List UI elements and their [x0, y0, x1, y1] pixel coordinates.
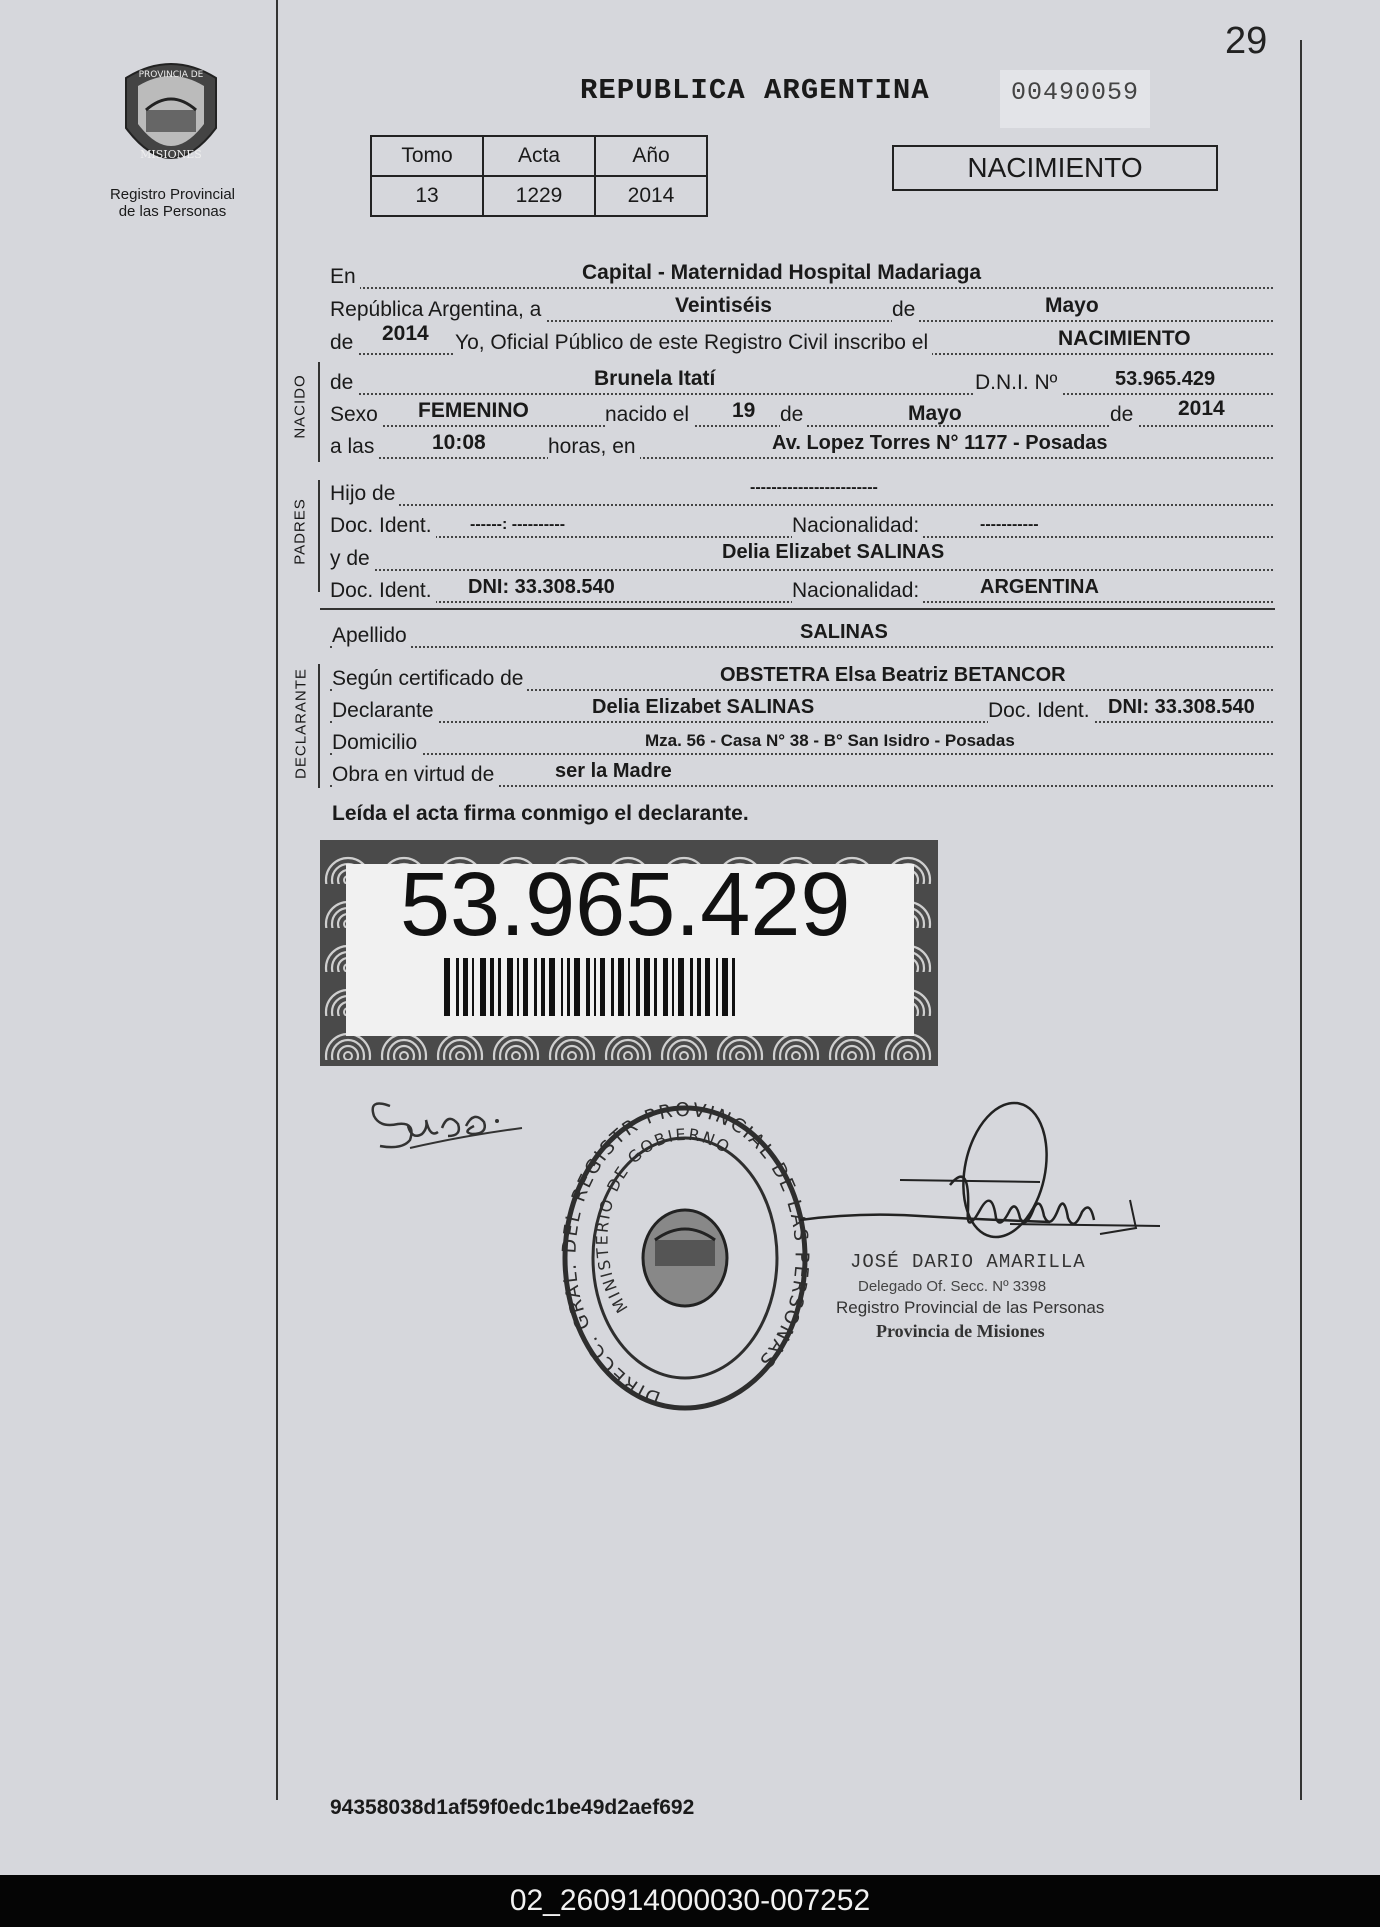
value-obra: ser la Madre: [555, 760, 672, 782]
barcode-bar: [456, 958, 459, 1016]
barcode-bar: [678, 958, 684, 1016]
row-nacido-sex: [330, 396, 1273, 430]
barcode-bar: [594, 958, 596, 1016]
closing-statement: Leída el acta firma conmigo el declarante.: [332, 802, 749, 825]
row-nacido-name: [330, 364, 1273, 398]
value-day-words: Veintiséis: [675, 294, 772, 317]
label-segun: Según certificado de: [332, 667, 527, 691]
barcode-bar: [523, 958, 528, 1016]
label-de-year2: de: [1110, 403, 1137, 427]
value-inscribed: NACIMIENTO: [1058, 327, 1191, 350]
svg-text:MISIONES: MISIONES: [140, 148, 202, 161]
barcode-bar: [549, 958, 555, 1016]
label-nac-mother: Nacionalidad:: [792, 579, 923, 603]
row-date: [330, 291, 1273, 325]
label-republica: República Argentina, a: [330, 298, 545, 322]
section-divider: [320, 608, 1275, 610]
label-en: En: [330, 265, 360, 289]
value-mother-nat: ARGENTINA: [980, 576, 1099, 598]
seal-caption: Registro Provincial de las Personas: [109, 186, 236, 220]
barcode-bar: [636, 958, 640, 1016]
value-apellido: SALINAS: [800, 621, 888, 643]
label-de-year: de: [330, 331, 357, 355]
label-sexo: Sexo: [330, 403, 382, 427]
row-nacido-time: [330, 428, 1273, 462]
value-time: 10:08: [432, 431, 486, 454]
barcode-bar: [567, 958, 570, 1016]
label-doc-father: Doc. Ident.: [330, 514, 436, 538]
page-number: 29: [1225, 20, 1268, 62]
label-domicilio: Domicilio: [332, 731, 421, 755]
row-apellido: [330, 617, 1273, 651]
svg-text:MINISTERIO DE GOBIERNO: MINISTERIO DE GOBIERNO: [592, 1124, 735, 1317]
section-label-nacido: NACIDO: [291, 374, 309, 439]
barcode-bar: [672, 958, 674, 1016]
label-y-de: y de: [330, 547, 374, 571]
signer-name: JOSÉ DARIO AMARILLA: [850, 1251, 1086, 1273]
left-margin-line: [276, 0, 278, 1800]
label-hijo-de: Hijo de: [330, 482, 399, 506]
barcode-bar: [600, 958, 605, 1016]
value-child-name: Brunela Itatí: [594, 367, 716, 390]
barcode-bar: [722, 958, 728, 1016]
barcode-bar: [498, 958, 501, 1016]
barcode-bar: [697, 958, 701, 1016]
value-father-doc: ------: ----------: [470, 516, 566, 533]
label-nac-father: Nacionalidad:: [792, 514, 923, 538]
label-nacido-el: nacido el: [605, 403, 693, 427]
registry-table: [370, 135, 708, 217]
value-certificate: OBSTETRA Elsa Beatriz BETANCOR: [720, 664, 1066, 686]
barcode-bar: [690, 958, 693, 1016]
value-month: Mayo: [1045, 294, 1099, 317]
signer-province: Provincia de Misiones: [876, 1321, 1045, 1341]
barcode-bar: [663, 958, 668, 1016]
provincial-seal: [116, 58, 226, 176]
value-father-nat: -----------: [980, 516, 1039, 533]
value-birth-place: Av. Lopez Torres N° 1177 - Posadas: [772, 432, 1108, 454]
label-apellido: Apellido: [332, 624, 411, 648]
registry-header-tomo: Tomo: [371, 136, 483, 176]
barcode-bar: [480, 958, 486, 1016]
registry-value-acta: 1229: [483, 176, 595, 216]
value-domicilio: Mza. 56 - Casa N° 38 - B° San Isidro - Posadas: [645, 731, 1015, 750]
label-doc-declarante: Doc. Ident.: [988, 699, 1094, 723]
label-a-las: a las: [330, 435, 378, 459]
barcode-bar: [716, 958, 718, 1016]
dni-sticker-number: 53.965.429: [400, 855, 851, 955]
value-birth-day: 19: [732, 399, 756, 422]
barcode-bar: [618, 958, 624, 1016]
registry-value-ano: 2014: [595, 176, 707, 216]
signer-organization: Registro Provincial de las Personas: [836, 1298, 1105, 1317]
value-birth-month: Mayo: [908, 402, 962, 425]
barcode-bar: [444, 958, 450, 1016]
row-mother-doc: [330, 572, 1273, 606]
barcode-bar: [472, 958, 474, 1016]
signer-role: Delegado Of. Secc. Nº 3398: [858, 1278, 1047, 1295]
row-inscription: [330, 324, 1273, 358]
barcode-bar: [654, 958, 657, 1016]
footer-code: 02_260914000030-007252: [509, 1884, 871, 1917]
value-sexo: FEMENINO: [418, 399, 529, 422]
value-father-name: ------------------------: [750, 479, 878, 496]
svg-text:DIRECC. GRAL. DEL REGISTR PROV: DIRECC. GRAL. DEL REGISTR PROVINCIAL DE LAS PERSONAS: [558, 1100, 813, 1409]
value-declarante-name: Delia Elizabet SALINAS: [592, 696, 815, 718]
section-label-declarante: DECLARANTE: [292, 668, 310, 779]
barcode-bar: [507, 958, 513, 1016]
barcode-bar: [463, 958, 468, 1016]
barcode-bar: [574, 958, 580, 1016]
value-mother-name: Delia Elizabet SALINAS: [722, 541, 945, 563]
value-year: 2014: [382, 322, 429, 345]
barcode: [444, 958, 824, 1021]
document-title: REPUBLICA ARGENTINA: [580, 74, 930, 107]
value-place: Capital - Maternidad Hospital Madariaga: [582, 261, 982, 284]
barcode-bar: [611, 958, 614, 1016]
row-father-doc: [330, 507, 1273, 541]
label-obra: Obra en virtud de: [332, 763, 498, 787]
serial-number: 00490059: [1000, 70, 1150, 128]
label-de-nacido: de: [330, 371, 357, 395]
row-certificate: [330, 660, 1273, 694]
barcode-bar: [732, 958, 735, 1016]
barcode-bar: [490, 958, 494, 1016]
label-dni: D.N.I. Nº: [975, 371, 1061, 395]
label-declarante: Declarante: [332, 699, 438, 723]
barcode-bar: [561, 958, 563, 1016]
right-margin-line: [1300, 40, 1302, 1800]
padres-bracket: [318, 480, 320, 592]
label-yo: Yo, Oficial Público de este Registro Civil inscribo el: [455, 331, 932, 355]
label-horas: horas, en: [548, 435, 640, 459]
nacido-bracket: [318, 362, 320, 462]
barcode-bar: [541, 958, 545, 1016]
row-declarante: [330, 692, 1273, 726]
value-child-dni: 53.965.429: [1115, 368, 1216, 390]
label-de: de: [892, 298, 919, 322]
section-label-padres: PADRES: [291, 498, 309, 565]
declarante-bracket: [318, 664, 320, 788]
barcode-bar: [644, 958, 650, 1016]
registry-value-tomo: 13: [371, 176, 483, 216]
row-place: [330, 258, 1273, 292]
dni-sticker: [320, 840, 938, 1066]
handwritten-initials: [362, 1088, 532, 1163]
barcode-bar: [628, 958, 630, 1016]
official-stamp: [555, 1100, 815, 1420]
value-birth-year: 2014: [1178, 397, 1225, 420]
footer-bar: [0, 1875, 1380, 1927]
row-mother-name: [330, 540, 1273, 574]
row-domicilio: [330, 724, 1273, 758]
row-obra: [330, 756, 1273, 790]
barcode-bar: [586, 958, 590, 1016]
registry-header-acta: Acta: [483, 136, 595, 176]
document-hash: 94358038d1af59f0edc1be49d2aef692: [330, 1796, 695, 1819]
svg-text:PROVINCIA DE: PROVINCIA DE: [138, 70, 204, 80]
label-de-month: de: [780, 403, 807, 427]
value-mother-doc: DNI: 33.308.540: [468, 576, 615, 598]
registry-header-ano: Año: [595, 136, 707, 176]
row-father-name: [330, 475, 1273, 509]
barcode-bar: [534, 958, 537, 1016]
barcode-bar: [517, 958, 519, 1016]
value-declarante-doc: DNI: 33.308.540: [1108, 696, 1255, 718]
barcode-bar: [705, 958, 710, 1016]
label-doc-mother: Doc. Ident.: [330, 579, 436, 603]
act-type-box: NACIMIENTO: [892, 145, 1218, 191]
